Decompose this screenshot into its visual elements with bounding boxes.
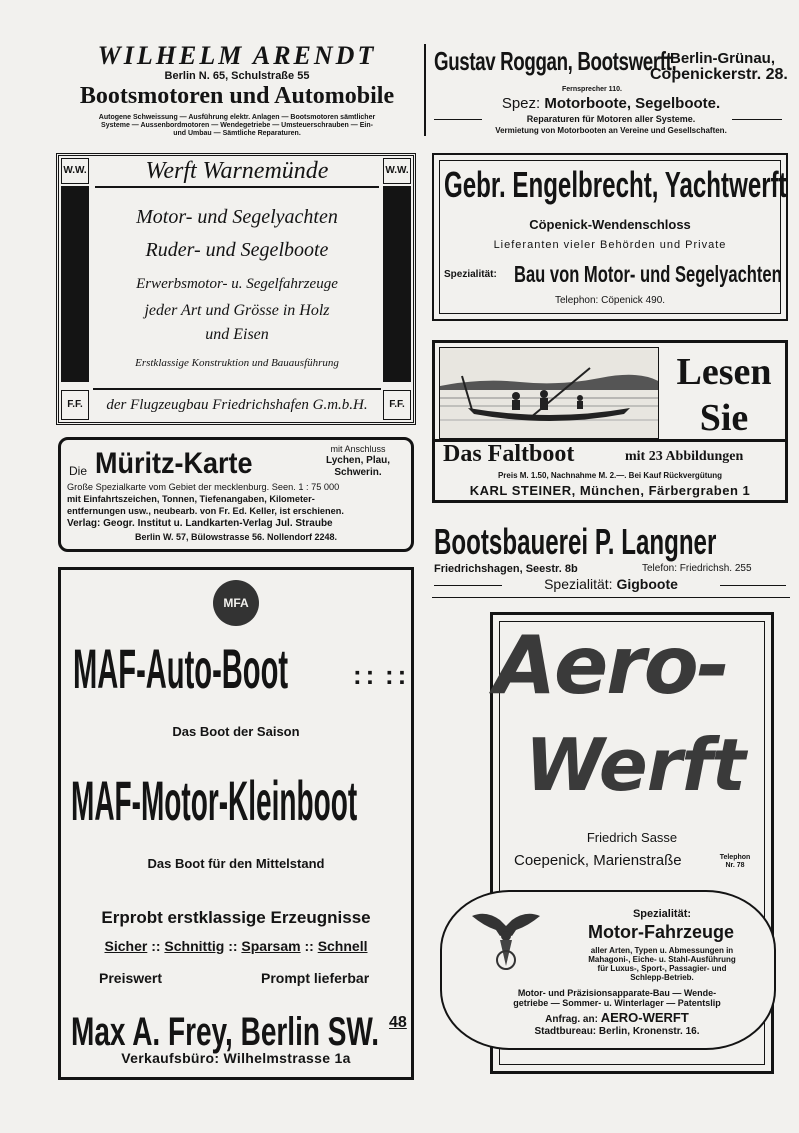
faltboot-illustration [439, 347, 659, 439]
warnemuende-l2: Ruder- und Segelboote [145, 239, 329, 261]
arendt-line2: Systeme — Aussenbordmotoren — Wendegetriebe — Umsteuerschrauben — Ein- [101, 122, 373, 129]
maf-sep3: :: [304, 938, 318, 954]
roggan-street: Cöpenickerstr. 28. [650, 66, 788, 83]
maf-ad [58, 567, 414, 1080]
engelbrecht-spec: Bau von Motor- und Segelyachten [514, 261, 782, 287]
ww-right-label: W.W. [385, 165, 409, 176]
engelbrecht-name: Gebr. Engelbrecht, Yachtwerft [444, 164, 787, 205]
roggan-spec: Motorboote, Segelboote. [544, 95, 721, 112]
warnemuende-l4: jeder Art und Grösse in Holz [144, 302, 330, 319]
black-bar-right [383, 186, 411, 382]
roggan-name: Gustav Roggan, Bootswerft, [434, 46, 677, 76]
ff-right-label: F.F. [389, 399, 405, 410]
faltboot-abb: mit 23 Abbildungen [625, 449, 744, 464]
ww-right [383, 158, 411, 184]
maf-sub1: Das Boot der Saison [172, 724, 300, 739]
maf-logo [213, 580, 259, 626]
aero-office: Stadtbureau: Berlin, Kronenstr. 16. [534, 1026, 700, 1037]
mueritz-ad [58, 437, 414, 552]
ff-right [383, 390, 411, 420]
langner-phone: Telefon: Friedrichsh. 255 [642, 563, 752, 574]
langner-ad [432, 518, 790, 598]
faltboot-ad [432, 340, 788, 503]
engelbrecht-supplier: Lieferanten vieler Behörden und Private [493, 239, 727, 251]
maf-features [61, 938, 411, 954]
maf-price: Preiswert [99, 970, 163, 986]
mueritz-conn2: Lychen, Plau, [325, 455, 391, 466]
warnemuende-title: Werft Warnemünde [95, 156, 379, 188]
warnemuende-l6: Erstklassige Konstruktion und Bauausführung [135, 357, 339, 369]
roggan-repair: Reparaturen für Motoren aller Systeme. [526, 114, 696, 124]
arendt-address: Berlin N. 65, Schulstraße 55 [164, 70, 310, 82]
engelbrecht-spec-label: Spezialität: [444, 269, 497, 280]
aero-inquiry-row [472, 1010, 762, 1025]
ww-left-label: W.W. [63, 165, 87, 176]
maf-feature-schnittig: Schnittig [164, 938, 225, 954]
langner-address: Friedrichshagen, Seestr. 8b [434, 563, 578, 575]
maf-office: Verkaufsbüro: Wilhelmstrasse 1a [121, 1050, 351, 1066]
aero-spec: Motor-Fahrzeuge [588, 922, 734, 942]
maf-delivery: Prompt lieferbar [261, 970, 370, 986]
canoe-scene-icon [440, 348, 659, 439]
aero-spec-label: Spezialität: [632, 908, 692, 920]
column-divider [424, 44, 426, 136]
ww-left [61, 158, 89, 184]
langner-rule-left [434, 585, 502, 586]
roggan-city: Berlin-Grünau, [670, 50, 776, 67]
maf-feature-schnell: Schnell [317, 938, 368, 954]
engelbrecht-phone: Telephon: Cöpenick 490. [554, 295, 666, 306]
mueritz-l5: Berlin W. 57, Bülowstrasse 56. Nollendorf 2248. [134, 532, 338, 542]
langner-rule-right [720, 585, 786, 586]
maf-feature-sicher: Sicher [104, 938, 148, 954]
mueritz-die: Die [69, 464, 88, 478]
aero-d2: Mahagoni-, Eiche- u. Stahl-Ausführung [588, 955, 736, 964]
maf-district: 48 [389, 1014, 407, 1031]
langner-spec-row [432, 576, 790, 592]
maf-dots2: :: [385, 660, 411, 690]
engelbrecht-place: Cöpenick-Wendenschloss [529, 217, 691, 232]
faltboot-title: Das Faltboot [443, 441, 575, 467]
mueritz-l1: Große Spezialkarte vom Gebiet der mecklenburg. Seen. 1 : 75 000 [67, 482, 340, 492]
warnemuende-l5: und Eisen [205, 326, 269, 343]
maf-quality: Erprobt erstklassige Erzeugnisse [101, 908, 371, 927]
langner-spec: Gigboote [616, 576, 678, 592]
ff-left-label: F.F. [67, 399, 83, 410]
aero-spec-box [440, 890, 776, 1050]
maf-company: Max A. Frey, Berlin SW. [71, 1010, 380, 1054]
arendt-line3: und Umbau — Sämtliche Reparaturen. [173, 130, 301, 137]
faltboot-sie: Sie [699, 397, 749, 439]
aero-inq: AERO-WERFT [600, 1010, 689, 1025]
arendt-products: Bootsmotoren und Automobile [79, 83, 395, 109]
aero-tel1: Telephon [719, 854, 751, 861]
eagle-emblem [466, 906, 546, 976]
maf-title1: MAF-Auto-Boot [73, 637, 289, 700]
eagle-icon [466, 906, 546, 976]
maf-dots1: :: [353, 660, 379, 690]
arendt-ad [56, 40, 418, 140]
faltboot-price: Preis M. 1.50, Nachnahme M. 2.—. Bei Kauf Rückvergütung [497, 471, 723, 480]
aero-d6: getriebe — Sommer- u. Winterlager — Patentslip [513, 998, 721, 1008]
maf-feature-sparsam: Sparsam [241, 938, 301, 954]
langner-name: Bootsbauerei P. Langner [434, 521, 717, 562]
roggan-spec-row [432, 95, 790, 112]
maf-title2: MAF-Motor-Kleinboot [71, 769, 358, 832]
mueritz-conn3: Schwerin. [334, 467, 382, 478]
langner-rule-bottom [432, 597, 790, 598]
mueritz-title: Müritz-Karte [95, 447, 253, 480]
maf-logo-text: MFA [223, 596, 249, 610]
aero-address: Coepenick, Marienstraße [514, 852, 682, 869]
mueritz-l4: Verlag: Geogr. Institut u. Landkarten-Verlag Jul. Straube [67, 518, 333, 529]
aero-d1: aller Arten, Typen u. Abmessungen in [590, 946, 734, 955]
engelbrecht-ad [432, 153, 788, 321]
maf-sep2: :: [228, 938, 242, 954]
warnemuende-l1: Motor- und Segelyachten [136, 206, 338, 228]
maf-sub2: Das Boot für den Mittelstand [147, 856, 325, 871]
arendt-line1: Autogene Schweissung — Ausführung elektr. Anlagen — Bootsmotoren sämtlicher [98, 114, 376, 121]
ff-left [61, 390, 89, 420]
roggan-spec-label: Spez: [501, 95, 541, 112]
warnemuende-ad [56, 153, 416, 425]
aero-inq-label: Anfrag. an: [545, 1014, 598, 1025]
aero-tel2: Nr. 78 [725, 862, 745, 869]
aero-d4: Schlepp-Betrieb. [630, 973, 694, 982]
aero-d3: für Luxus-, Sport-, Passagier- und [597, 964, 727, 973]
roggan-rent: Vermietung von Motorbooten an Vereine und Gesellschaften. [495, 126, 727, 135]
mueritz-conn1: mit Anschluss [330, 444, 386, 454]
warnemuende-footer: der Flugzeugbau Friedrichshafen G.m.b.H. [93, 388, 381, 420]
faltboot-publisher: KARL STEINER, München, Färbergraben 1 [469, 483, 751, 498]
black-bar-left [61, 186, 89, 382]
maf-sep1: :: [151, 938, 165, 954]
aero-word1: Aero- [494, 619, 728, 712]
mueritz-l3: entfernungen usw., neubearb. von Fr. Ed. Keller, ist erschienen. [67, 506, 344, 516]
langner-spec-label: Spezialität: [544, 576, 613, 592]
roggan-phone: Fernsprecher 110. [562, 86, 622, 93]
faltboot-lesen: Lesen [676, 351, 772, 393]
arendt-name: WILHELM ARENDT [97, 41, 377, 70]
mueritz-l2: mit Einfahrtszeichen, Tonnen, Tiefenangaben, Kilometer- [67, 494, 315, 504]
roggan-ad [432, 40, 790, 140]
aero-d5: Motor- und Präzisionsapparate-Bau — Wende- [517, 988, 717, 998]
aero-owner: Friedrich Sasse [586, 830, 678, 845]
warnemuende-l3: Erwerbsmotor- u. Segelfahrzeuge [136, 276, 338, 292]
aero-word2: Werft [525, 723, 745, 807]
